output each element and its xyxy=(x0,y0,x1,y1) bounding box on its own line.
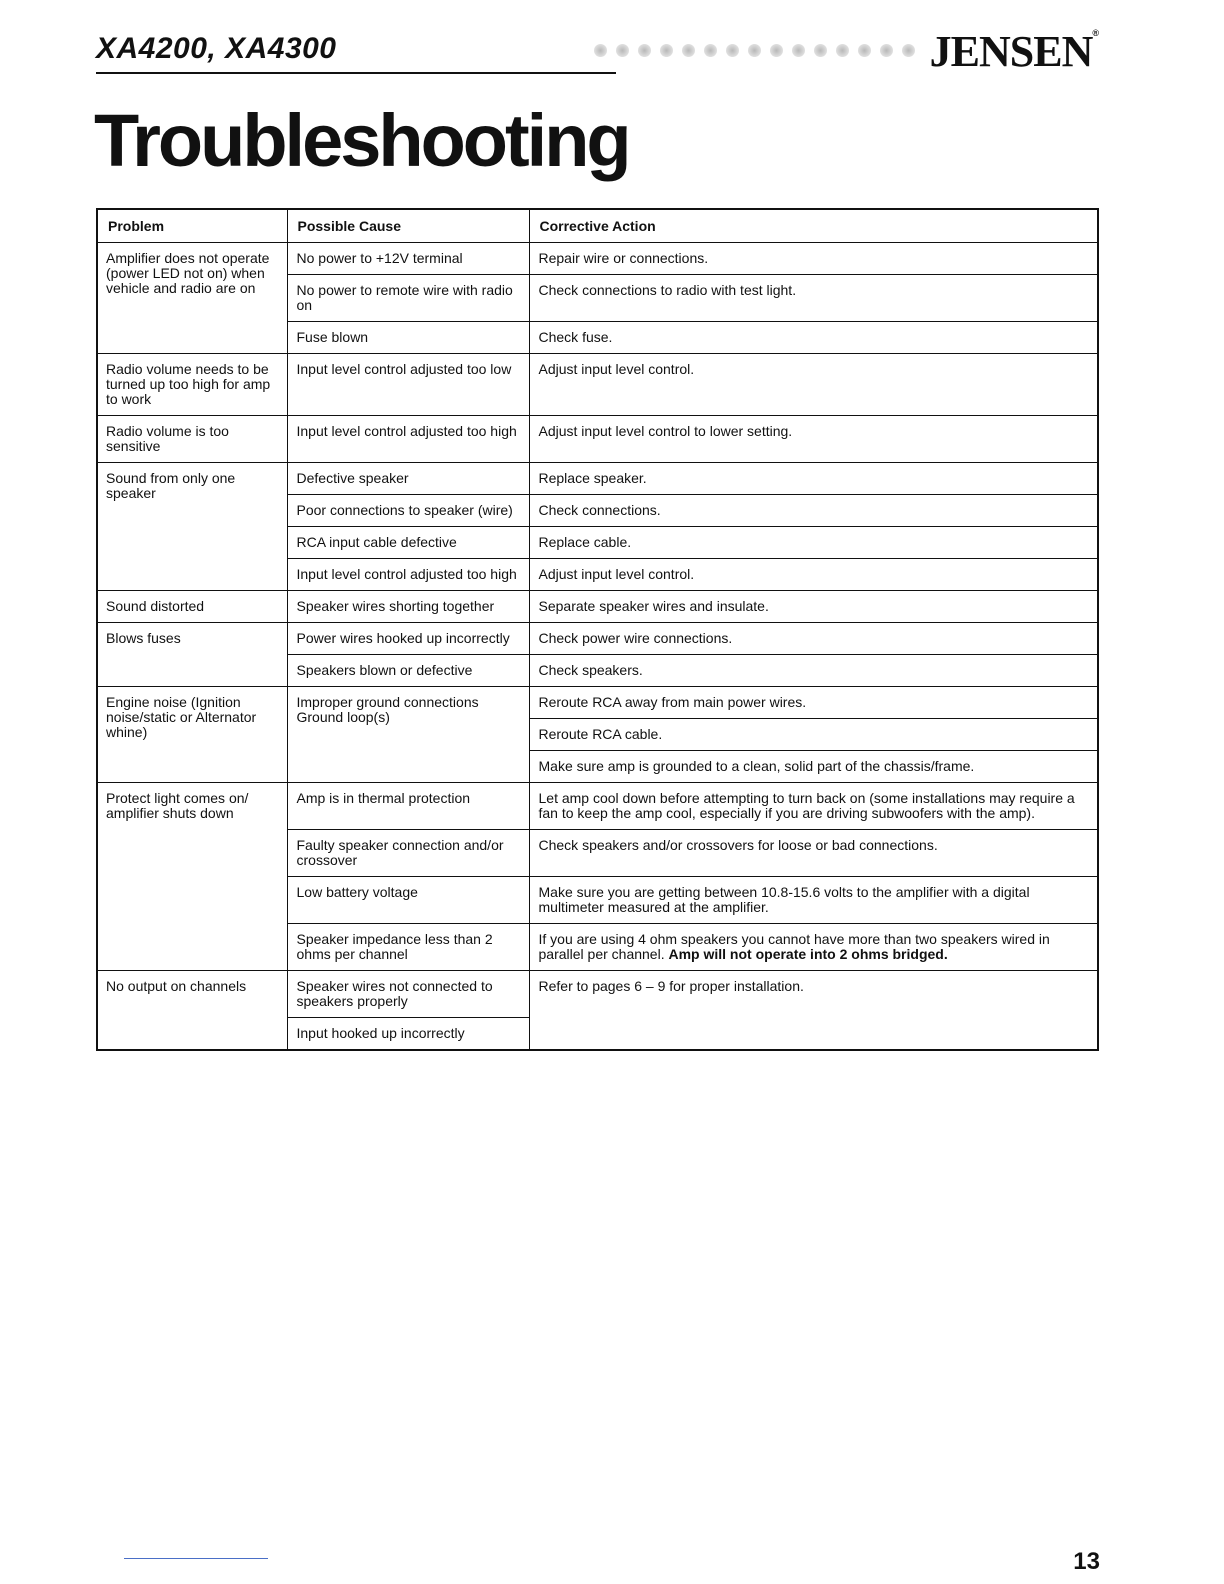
decorative-dot xyxy=(704,44,717,57)
cause-cell: No power to remote wire with radio on xyxy=(287,275,529,322)
cause-cell: Improper ground connections Ground loop(s) xyxy=(287,687,529,783)
problem-cell: No output on channels xyxy=(97,971,287,1051)
decorative-dot xyxy=(594,44,607,57)
problem-cell: Engine noise (Ignition noise/static or Alternator whine) xyxy=(97,687,287,783)
model-heading: XA4200, XA4300 xyxy=(96,32,337,65)
cause-cell: Input level control adjusted too high xyxy=(287,416,529,463)
header-rule xyxy=(96,72,616,74)
problem-cell: Protect light comes on/ amplifier shuts down xyxy=(97,783,287,971)
decorative-dot xyxy=(616,44,629,57)
action-cell: Check connections. xyxy=(529,495,1098,527)
cause-cell: Input level control adjusted too high xyxy=(287,559,529,591)
cause-cell: Speaker impedance less than 2 ohms per channel xyxy=(287,924,529,971)
action-cell: Adjust input level control to lower setting. xyxy=(529,416,1098,463)
table-row xyxy=(97,591,1098,623)
cause-cell: Amp is in thermal protection xyxy=(287,783,529,830)
action-cell: Check connections to radio with test light. xyxy=(529,275,1098,322)
header-action: Corrective Action xyxy=(529,209,1098,243)
table-row xyxy=(97,354,1098,416)
action-cell: Make sure amp is grounded to a clean, solid part of the chassis/frame. xyxy=(529,751,1098,783)
problem-cell: Sound from only one speaker xyxy=(97,463,287,591)
header-cause: Possible Cause xyxy=(287,209,529,243)
table-row xyxy=(97,687,1098,719)
action-cell xyxy=(529,924,1098,971)
table-row xyxy=(97,783,1098,830)
decorative-dot xyxy=(726,44,739,57)
decorative-dot xyxy=(880,44,893,57)
decorative-dot xyxy=(902,44,915,57)
decorative-dot xyxy=(660,44,673,57)
page-title: Troubleshooting xyxy=(94,99,629,182)
action-cell: Let amp cool down before attempting to turn back on (some installations may require a fan to keep the amp cool, especially if you are driving subwoofers with the amp). xyxy=(529,783,1098,830)
problem-cell: Amplifier does not operate (power LED not on) when vehicle and radio are on xyxy=(97,243,287,354)
action-cell: Separate speaker wires and insulate. xyxy=(529,591,1098,623)
table-row xyxy=(97,243,1098,275)
action-cell: Check speakers and/or crossovers for loose or bad connections. xyxy=(529,830,1098,877)
action-cell: Repair wire or connections. xyxy=(529,243,1098,275)
action-text: If you are using 4 ohm speakers you cannot have more than two speakers wired in parallel per channel. xyxy=(538,931,1050,962)
brand-logo xyxy=(930,26,1098,77)
decorative-dot xyxy=(836,44,849,57)
cause-cell: Low battery voltage xyxy=(287,877,529,924)
decorative-dot xyxy=(814,44,827,57)
decorative-dot xyxy=(770,44,783,57)
cause-cell: Speaker wires not connected to speakers properly xyxy=(287,971,529,1018)
cause-cell: Defective speaker xyxy=(287,463,529,495)
action-cell: Adjust input level control. xyxy=(529,559,1098,591)
brand-name: JENSEN xyxy=(929,27,1093,76)
action-cell: Check fuse. xyxy=(529,322,1098,354)
action-cell: Reroute RCA cable. xyxy=(529,719,1098,751)
decorative-dot xyxy=(858,44,871,57)
action-cell: Check speakers. xyxy=(529,655,1098,687)
problem-cell: Radio volume is too sensitive xyxy=(97,416,287,463)
cause-cell: Fuse blown xyxy=(287,322,529,354)
decorative-dot xyxy=(682,44,695,57)
cause-cell: Input level control adjusted too low xyxy=(287,354,529,416)
action-cell: Replace cable. xyxy=(529,527,1098,559)
header-problem: Problem xyxy=(97,209,287,243)
decorative-dot xyxy=(792,44,805,57)
decorative-dot-row xyxy=(594,44,915,57)
cause-cell: Speaker wires shorting together xyxy=(287,591,529,623)
cause-cell: No power to +12V terminal xyxy=(287,243,529,275)
action-warning: Amp will not operate into 2 ohms bridged. xyxy=(668,946,948,962)
table-header-row xyxy=(97,209,1098,243)
cause-cell: Speakers blown or defective xyxy=(287,655,529,687)
cause-cell: Poor connections to speaker (wire) xyxy=(287,495,529,527)
action-cell: Check power wire connections. xyxy=(529,623,1098,655)
registered-mark: ® xyxy=(1092,28,1098,39)
action-cell: Reroute RCA away from main power wires. xyxy=(529,687,1098,719)
troubleshooting-table xyxy=(96,208,1099,1051)
problem-cell: Blows fuses xyxy=(97,623,287,687)
decorative-dot xyxy=(638,44,651,57)
footer-rule xyxy=(124,1558,268,1559)
cause-cell: Faulty speaker connection and/or crossover xyxy=(287,830,529,877)
table-row xyxy=(97,623,1098,655)
cause-cell: Power wires hooked up incorrectly xyxy=(287,623,529,655)
problem-cell: Radio volume needs to be turned up too high for amp to work xyxy=(97,354,287,416)
problem-cell: Sound distorted xyxy=(97,591,287,623)
table-row xyxy=(97,463,1098,495)
action-cell: Adjust input level control. xyxy=(529,354,1098,416)
action-cell: Make sure you are getting between 10.8-15.6 volts to the amplifier with a digital multimeter measured at the amplifier. xyxy=(529,877,1098,924)
page-number: 13 xyxy=(1073,1548,1100,1575)
decorative-dot xyxy=(748,44,761,57)
action-cell: Replace speaker. xyxy=(529,463,1098,495)
cause-cell: RCA input cable defective xyxy=(287,527,529,559)
action-cell: Refer to pages 6 – 9 for proper installation. xyxy=(529,971,1098,1051)
table-row xyxy=(97,416,1098,463)
table-row xyxy=(97,971,1098,1018)
cause-cell: Input hooked up incorrectly xyxy=(287,1018,529,1051)
